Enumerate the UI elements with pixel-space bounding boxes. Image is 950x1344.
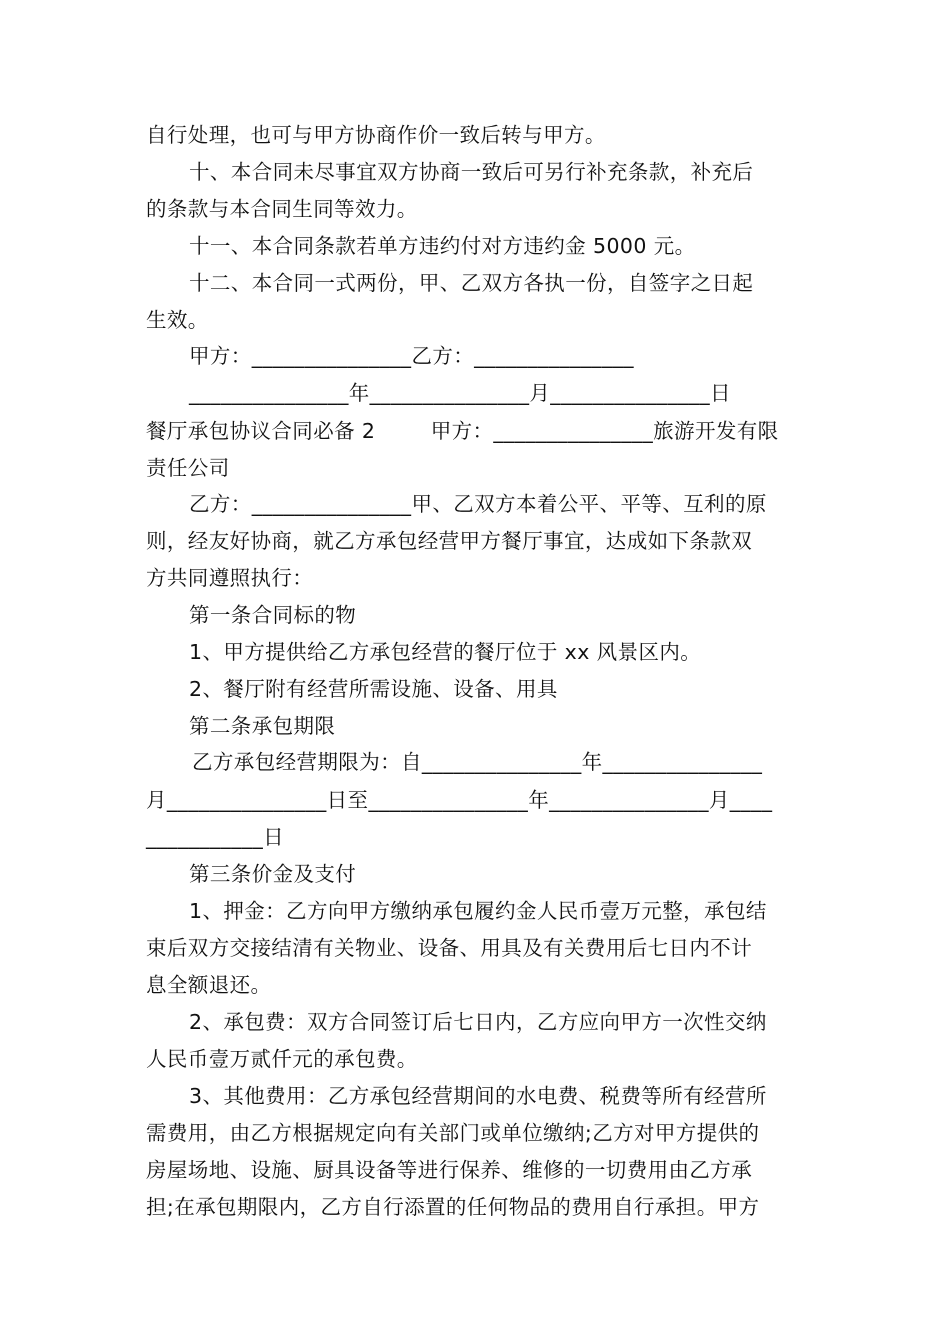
text-line: 房屋场地、设施、厨具设备等进行保养、维修的一切费用由乙方承	[146, 1158, 753, 1182]
text-line: ___________日	[146, 825, 285, 849]
text-line: 责任公司	[146, 456, 230, 480]
text-line: 息全额退还。	[146, 973, 272, 997]
clause-heading: 第三条价金及支付	[189, 862, 357, 886]
text-line: 则，经友好协商，就乙方承包经营甲方餐厅事宜，达成如下条款双	[146, 529, 753, 553]
section-heading: 餐厅承包协议合同必备 2 甲方：_______________旅游开发有限	[146, 419, 779, 443]
text-line: 的条款与本合同生同等效力。	[146, 197, 418, 221]
text-line: 2、餐厅附有经营所需设施、设备、用具	[189, 677, 558, 701]
text-line: 需费用，由乙方根据规定向有关部门或单位缴纳;乙方对甲方提供的	[146, 1121, 760, 1145]
date-line: _______________年_______________月_______________日	[189, 381, 731, 405]
text-line: 1、甲方提供给乙方承包经营的餐厅位于 xx 风景区内。	[189, 640, 702, 664]
text-line: 十二、本合同一式两份，甲、乙双方各执一份，自签字之日起	[189, 271, 754, 295]
signature-line: 甲方：_______________乙方：_______________	[189, 344, 634, 368]
text-line: 乙方：_______________甲、乙双方本着公平、平等、互利的原	[189, 492, 767, 516]
text-line: 束后双方交接结清有关物业、设备、用具及有关费用后七日内不计	[146, 936, 753, 960]
text-line: 1、押金：乙方向甲方缴纳承包履约金人民币壹万元整，承包结	[189, 899, 767, 923]
text-line: 十一、本合同条款若单方违约付对方违约金 5000 元。	[189, 234, 696, 258]
text-line: 月_______________日至_______________年_______________月____	[146, 788, 773, 812]
text-line: 自行处理，也可与甲方协商作价一致后转与甲方。	[146, 123, 606, 147]
clause-heading: 第二条承包期限	[189, 714, 336, 738]
text-line: 方共同遵照执行：	[146, 566, 314, 590]
text-line: 担;在承包期限内，乙方自行添置的任何物品的费用自行承担。甲方	[146, 1195, 760, 1219]
clause-heading: 第一条合同标的物	[189, 603, 357, 627]
text-line: 人民币壹万贰仟元的承包费。	[146, 1047, 418, 1071]
text-line: 生效。	[146, 308, 209, 332]
text-line: 乙方承包经营期限为：自_______________年_______________	[192, 750, 763, 774]
text-line: 2、承包费：双方合同签订后七日内，乙方应向甲方一次性交纳	[189, 1010, 767, 1034]
text-line: 3、其他费用：乙方承包经营期间的水电费、税费等所有经营所	[189, 1084, 767, 1108]
text-line: 十、本合同未尽事宜双方协商一致后可另行补充条款，补充后	[189, 160, 754, 184]
